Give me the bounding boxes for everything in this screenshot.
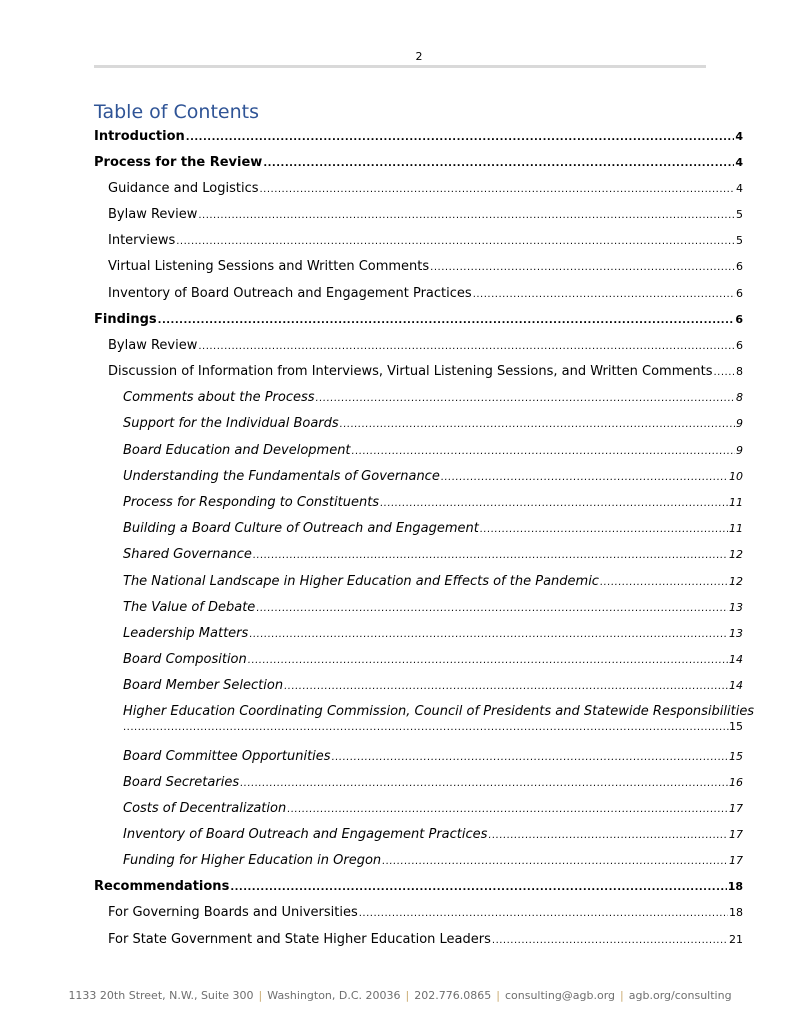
toc-entry-page: 5 [736, 234, 743, 247]
toc-entry-shared-governance[interactable] [123, 547, 743, 565]
toc-entry-funding-higher-education-oregon[interactable] [123, 853, 743, 871]
toc-entry-label: Shared Governance [123, 547, 252, 562]
toc-entry-page: 6 [736, 287, 743, 300]
toc-entry-label: For State Government and State Higher Education Leaders [108, 932, 491, 947]
toc-entry-guidance-and-logistics[interactable] [108, 181, 743, 199]
toc-entry-label: Understanding the Fundamentals of Governance [123, 469, 440, 484]
toc-entry-label: Higher Education Coordinating Commission, Council of Presidents and Statewide Responsibilities [123, 704, 755, 719]
toc-entry-label: Board Member Selection [123, 678, 284, 693]
toc-entry-page: 17 [729, 854, 743, 867]
toc-entry-page: 6 [736, 339, 743, 352]
toc-entry-label: Discussion of Information from Interviews, Virtual Listening Sessions, and Written Comments [108, 364, 713, 379]
toc-entry-page: 8 [736, 391, 743, 404]
toc-entry-label: Recommendations [94, 879, 230, 894]
toc-entry-label: Findings [94, 312, 157, 327]
toc-entry-page: 13 [729, 601, 743, 614]
toc-entry-inventory-of-board-outreach[interactable] [108, 286, 743, 304]
dot-leader [253, 550, 728, 561]
toc-entry-label: Process for the Review [94, 155, 263, 170]
dot-leader [713, 367, 735, 378]
toc-entry-page: 4 [735, 130, 743, 143]
dot-leader [158, 315, 735, 326]
dot-leader [600, 577, 728, 588]
toc-entry-virtual-listening-sessions[interactable] [108, 259, 743, 277]
dot-leader [480, 524, 728, 535]
toc-entry-label: Leadership Matters [123, 626, 249, 641]
dot-leader [316, 393, 735, 404]
toc-entry-page: 16 [729, 776, 743, 789]
toc-entry-responding-to-constituents[interactable] [123, 495, 743, 513]
toc-entry-value-of-debate[interactable] [123, 600, 743, 618]
toc-entry-page: 6 [736, 260, 743, 273]
toc-entry-page: 8 [736, 365, 743, 378]
toc-entry-page: 5 [736, 208, 743, 221]
dot-leader [198, 210, 735, 221]
toc-entry-page: 6 [735, 313, 743, 326]
toc-entry-page: 18 [729, 906, 743, 919]
dot-leader [256, 603, 728, 614]
toc-entry-label: Virtual Listening Sessions and Written Comments [108, 259, 430, 274]
footer-web[interactable]: agb.org/consulting [628, 989, 732, 1002]
toc-entry-process-for-the-review[interactable] [94, 155, 743, 173]
toc-entry-label: Costs of Decentralization [123, 801, 287, 816]
toc-entry-costs-of-decentralization[interactable] [123, 801, 743, 819]
dot-leader [359, 908, 728, 919]
dot-leader [240, 778, 728, 789]
toc-entry-label: Inventory of Board Outreach and Engagement Practices [108, 286, 472, 301]
toc-entry-label: Board Secretaries [123, 775, 240, 790]
toc-entry-introduction[interactable] [94, 129, 743, 147]
dot-leader [176, 236, 735, 247]
toc-entry-label: Board Committee Opportunities [123, 749, 331, 764]
footer-phone: 202.776.0865 [414, 989, 492, 1002]
dot-leader [198, 341, 735, 352]
toc-entry-page: 9 [736, 444, 743, 457]
footer-address: 1133 20th Street, N.W., Suite 300 [68, 989, 254, 1002]
toc-entry-board-culture[interactable] [123, 521, 743, 539]
dot-leader [382, 856, 728, 867]
toc-entry-label: Bylaw Review [108, 207, 198, 222]
dot-leader [441, 472, 728, 483]
toc-entry-page: 21 [729, 933, 743, 946]
toc-entry-label: Introduction [94, 129, 185, 144]
dot-leader [284, 681, 728, 692]
toc-entry-discussion-of-information[interactable] [108, 364, 743, 382]
footer [0, 989, 800, 1002]
toc-entry-page: 10 [729, 470, 743, 483]
toc-entry-page: 17 [729, 828, 743, 841]
toc-entry-board-composition[interactable] [123, 652, 743, 670]
toc-entry-board-education[interactable] [123, 443, 743, 461]
toc-entry-label: Guidance and Logistics [108, 181, 259, 196]
toc-entry-label: Funding for Higher Education in Oregon [123, 853, 382, 868]
footer-city: Washington, D.C. 20036 [267, 989, 401, 1002]
toc-entry-label: For Governing Boards and Universities [108, 905, 358, 920]
toc-entry-support-for-individual-boards[interactable] [123, 416, 743, 434]
toc-entry-board-member-selection[interactable] [123, 678, 743, 696]
dot-leader [488, 830, 728, 841]
toc-entry-comments-about-the-process[interactable] [123, 390, 743, 408]
toc-entry-page: 15 [729, 750, 743, 763]
dot-leader [263, 158, 734, 169]
toc-entry-hecc-council-of-presidents[interactable] [123, 704, 755, 733]
dot-leader [380, 498, 728, 509]
toc-entry-board-committee-opportunities[interactable] [123, 749, 743, 767]
dot-leader [430, 262, 735, 273]
toc-entry-label: Inventory of Board Outreach and Engagement Practices [123, 827, 488, 842]
footer-separator: | [620, 989, 624, 1002]
toc-entry-leadership-matters[interactable] [123, 626, 743, 644]
toc-entry-board-secretaries[interactable] [123, 775, 743, 793]
toc-entry-findings[interactable] [94, 312, 743, 330]
toc-entry-national-landscape[interactable] [123, 574, 743, 592]
toc-title: Table of Contents [94, 101, 259, 123]
toc-entry-label: Board Education and Development [123, 443, 351, 458]
footer-separator: | [496, 989, 500, 1002]
dot-leader [332, 752, 728, 763]
toc-entry-recommendations[interactable] [94, 879, 743, 897]
dot-leader [287, 804, 728, 815]
footer-separator: | [405, 989, 410, 1002]
toc-entry-page: 15 [729, 720, 743, 733]
toc-entry-label: The Value of Debate [123, 600, 256, 615]
page-number: 2 [415, 50, 423, 63]
dot-leader [248, 655, 728, 666]
toc-entry-page: 11 [729, 522, 743, 535]
toc-entry-inventory-outreach-practices[interactable] [123, 827, 743, 845]
dot-leader [340, 419, 735, 430]
toc-entry-page: 17 [729, 802, 743, 815]
toc-entry-bylaw-review[interactable] [108, 207, 743, 225]
toc-entry-label: Support for the Individual Boards [123, 416, 339, 431]
dot-leader [473, 289, 735, 300]
dot-leader [186, 132, 735, 143]
toc-entry-label: The National Landscape in Higher Education and Effects of the Pandemic [123, 574, 599, 589]
dot-leader [259, 184, 735, 195]
dot-leader [249, 629, 728, 640]
toc-entry-interviews[interactable] [108, 233, 743, 251]
toc-entry-page: 12 [729, 575, 743, 588]
dot-leader [492, 935, 728, 946]
toc-entry-label: Interviews [108, 233, 176, 248]
toc-entry-label: Building a Board Culture of Outreach and Engagement [123, 521, 479, 536]
toc-entry-label: Board Composition [123, 652, 247, 667]
toc-entry-page: 13 [729, 627, 743, 640]
dot-leader [123, 722, 729, 733]
dot-leader [230, 882, 726, 893]
toc-entry-page: 18 [727, 880, 743, 893]
dot-leader [352, 446, 735, 457]
toc-entry-page: 14 [729, 653, 743, 666]
toc-entry-governing-boards-universities[interactable] [108, 905, 743, 923]
toc-entry-fundamentals-of-governance[interactable] [123, 469, 743, 487]
toc-entry-label: Comments about the Process [123, 390, 315, 405]
toc-entry-page: 14 [729, 679, 743, 692]
toc-entry-page: 11 [729, 496, 743, 509]
footer-email[interactable]: consulting@agb.org [504, 989, 616, 1002]
toc-entry-page: 4 [735, 156, 743, 169]
toc-entry-label: Bylaw Review [108, 338, 198, 353]
footer-separator: | [258, 989, 263, 1002]
toc-entry-label: Process for Responding to Constituents [123, 495, 380, 510]
toc-entry-page: 9 [736, 417, 743, 430]
toc-entry-findings-bylaw-review[interactable] [108, 338, 743, 356]
toc-entry-page: 12 [729, 548, 743, 561]
toc-entry-page: 4 [736, 182, 743, 195]
toc-entry-state-government-leaders[interactable] [108, 932, 743, 950]
